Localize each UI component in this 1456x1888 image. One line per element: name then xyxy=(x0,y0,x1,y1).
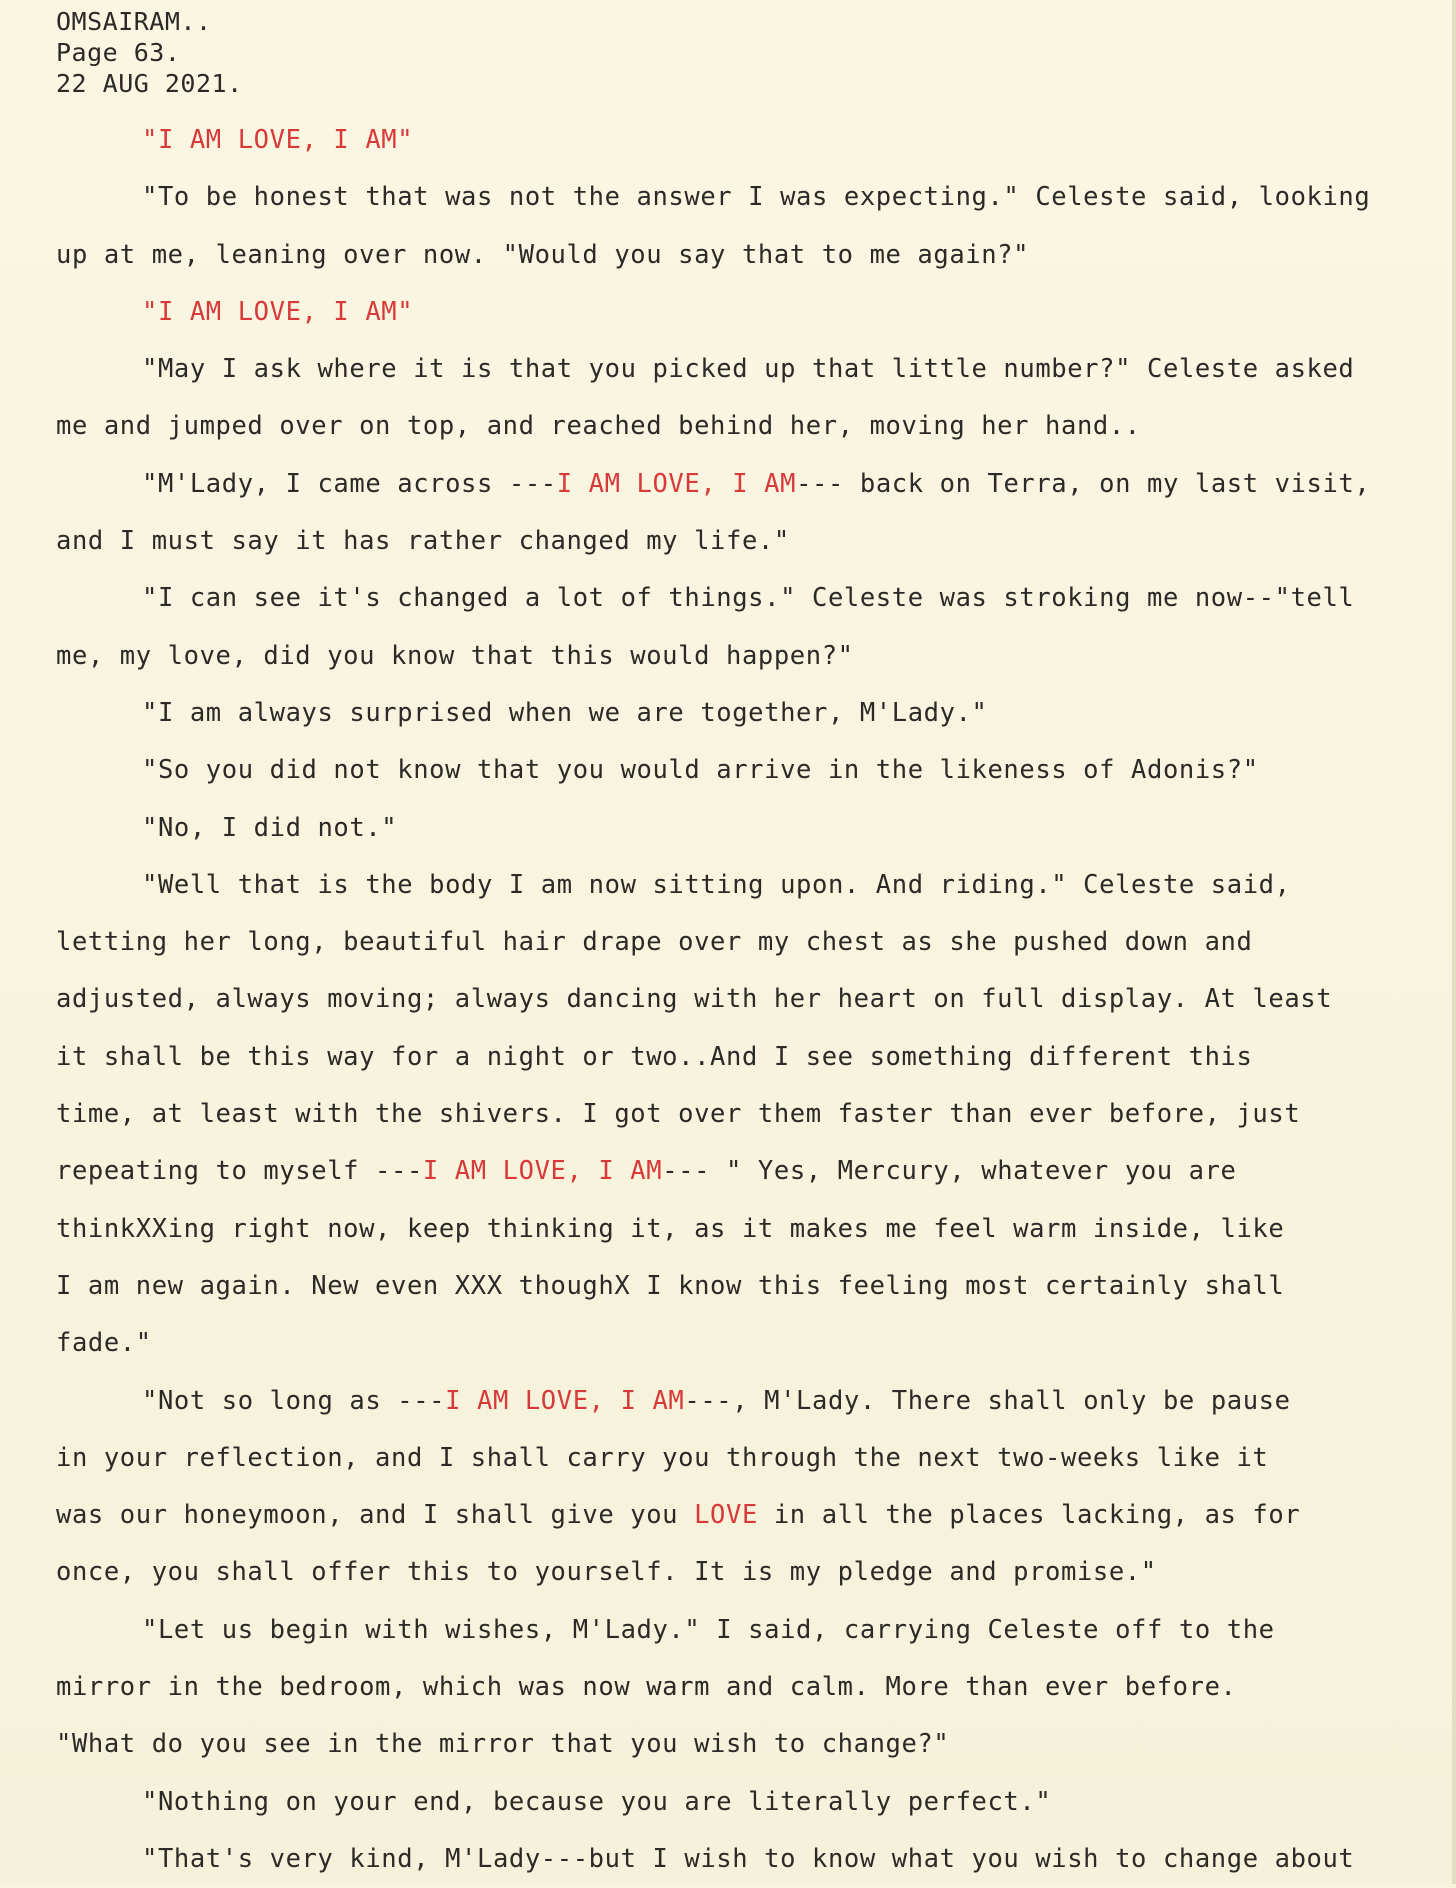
text-segment: "May I ask where it is that you picked up that little number?" Celeste asked xyxy=(142,354,1355,385)
text-segment: was our honeymoon, and I shall give you xyxy=(56,1500,695,1531)
red-ink-segment: LOVE xyxy=(694,1500,758,1531)
red-ink-segment: I AM LOVE, I AM xyxy=(556,468,797,499)
text-line xyxy=(56,1659,1446,1716)
text-line xyxy=(56,1716,1446,1773)
text-segment: "So you did not know that you would arrive in the likeness of Adonis?" xyxy=(142,755,1259,786)
text-segment: "I am always surprised when we are together, M'Lady." xyxy=(142,697,988,728)
text-segment: once, you shall offer this to yourself. It is my pledge and promise." xyxy=(56,1557,1157,1588)
text-line xyxy=(56,513,1446,570)
header-line-3: 22 AUG 2021. xyxy=(56,69,243,98)
text-segment: "Well that is the body I am now sitting upon. And riding." Celeste said, xyxy=(142,869,1291,900)
text-segment: "Nothing on your end, because you are literally perfect." xyxy=(142,1786,1052,1817)
text-line xyxy=(56,1487,1446,1544)
text-segment: "What do you see in the mirror that you wish to change?" xyxy=(56,1729,950,1760)
text-line xyxy=(56,341,1446,398)
text-line xyxy=(56,1774,1446,1831)
text-line xyxy=(56,570,1446,627)
red-ink-segment: I AM LOVE, I AM xyxy=(422,1156,663,1187)
text-line xyxy=(56,857,1446,914)
page-body xyxy=(56,112,1446,1888)
text-segment: thinkXXing right now, keep thinking it, as it makes me feel warm inside, like xyxy=(56,1213,1285,1244)
text-segment: "Let us begin with wishes, M'Lady." I said, carrying Celeste off to the xyxy=(142,1614,1275,1645)
text-line xyxy=(56,112,1446,169)
header-line-2: Page 63. xyxy=(56,38,181,67)
text-segment: adjusted, always moving; always dancing with her heart on full display. At least xyxy=(56,984,1333,1015)
text-line xyxy=(56,284,1446,341)
text-segment: --- " Yes, Mercury, whatever you are xyxy=(662,1156,1237,1187)
text-line xyxy=(56,1143,1446,1200)
text-segment: "M'Lady, I came across --- xyxy=(142,468,557,499)
text-line xyxy=(56,971,1446,1028)
text-line xyxy=(56,1373,1446,1430)
text-segment: it shall be this way for a night or two..And I see something different this xyxy=(56,1041,1253,1072)
text-line xyxy=(56,1831,1446,1888)
text-line xyxy=(56,628,1446,685)
text-segment: me, my love, did you know that this would happen?" xyxy=(56,640,854,671)
text-line xyxy=(56,456,1446,513)
text-segment: "That's very kind, M'Lady---but I wish to know what you wish to change about xyxy=(142,1843,1355,1874)
text-line xyxy=(56,227,1446,284)
text-segment: --- back on Terra, on my last visit, xyxy=(796,468,1371,499)
red-ink-segment: "I AM LOVE, I AM" xyxy=(142,125,414,155)
text-segment: fade." xyxy=(56,1328,152,1359)
text-segment: letting her long, beautiful hair drape over my chest as she pushed down and xyxy=(56,927,1253,958)
text-line xyxy=(56,1201,1446,1258)
text-segment: I am new again. New even XXX thoughX I know this feeling most certainly shall xyxy=(56,1270,1285,1301)
text-line xyxy=(56,742,1446,799)
text-segment: "No, I did not." xyxy=(142,812,398,843)
text-line xyxy=(56,1315,1446,1372)
text-segment: and I must say it has rather changed my life." xyxy=(56,526,790,557)
header-line-1: OMSAIRAM.. xyxy=(56,7,212,36)
text-line xyxy=(56,914,1446,971)
text-line xyxy=(56,398,1446,455)
text-segment: "To be honest that was not the answer I was expecting." Celeste said, looking xyxy=(142,182,1371,213)
text-segment: ---, M'Lady. There shall only be pause xyxy=(684,1385,1291,1416)
text-line xyxy=(56,1086,1446,1143)
text-segment: in all the places lacking, as for xyxy=(757,1500,1301,1531)
text-segment: "I can see it's changed a lot of things." Celeste was stroking me now--"tell xyxy=(142,583,1355,614)
page-edge xyxy=(1452,0,1456,1884)
text-segment: me and jumped over on top, and reached behind her, moving her hand.. xyxy=(56,411,1141,442)
red-ink-segment: "I AM LOVE, I AM" xyxy=(142,296,414,327)
text-line xyxy=(56,1258,1446,1315)
page-header xyxy=(56,6,243,99)
text-segment: in your reflection, and I shall carry you through the next two-weeks like it xyxy=(56,1442,1269,1473)
text-segment: repeating to myself --- xyxy=(56,1156,423,1187)
text-line xyxy=(56,1544,1446,1601)
text-line xyxy=(56,1029,1446,1086)
red-ink-segment: I AM LOVE, I AM xyxy=(445,1385,685,1416)
text-line xyxy=(56,800,1446,857)
text-line xyxy=(56,169,1446,226)
text-line xyxy=(56,1602,1446,1659)
text-segment: up at me, leaning over now. "Would you say that to me again?" xyxy=(56,239,1030,270)
text-segment: mirror in the bedroom, which was now warm and calm. More than ever before. xyxy=(56,1672,1237,1703)
text-segment: "Not so long as --- xyxy=(142,1385,446,1416)
text-segment: time, at least with the shivers. I got over them faster than ever before, just xyxy=(56,1099,1301,1130)
text-line xyxy=(56,685,1446,742)
text-line xyxy=(56,1430,1446,1487)
